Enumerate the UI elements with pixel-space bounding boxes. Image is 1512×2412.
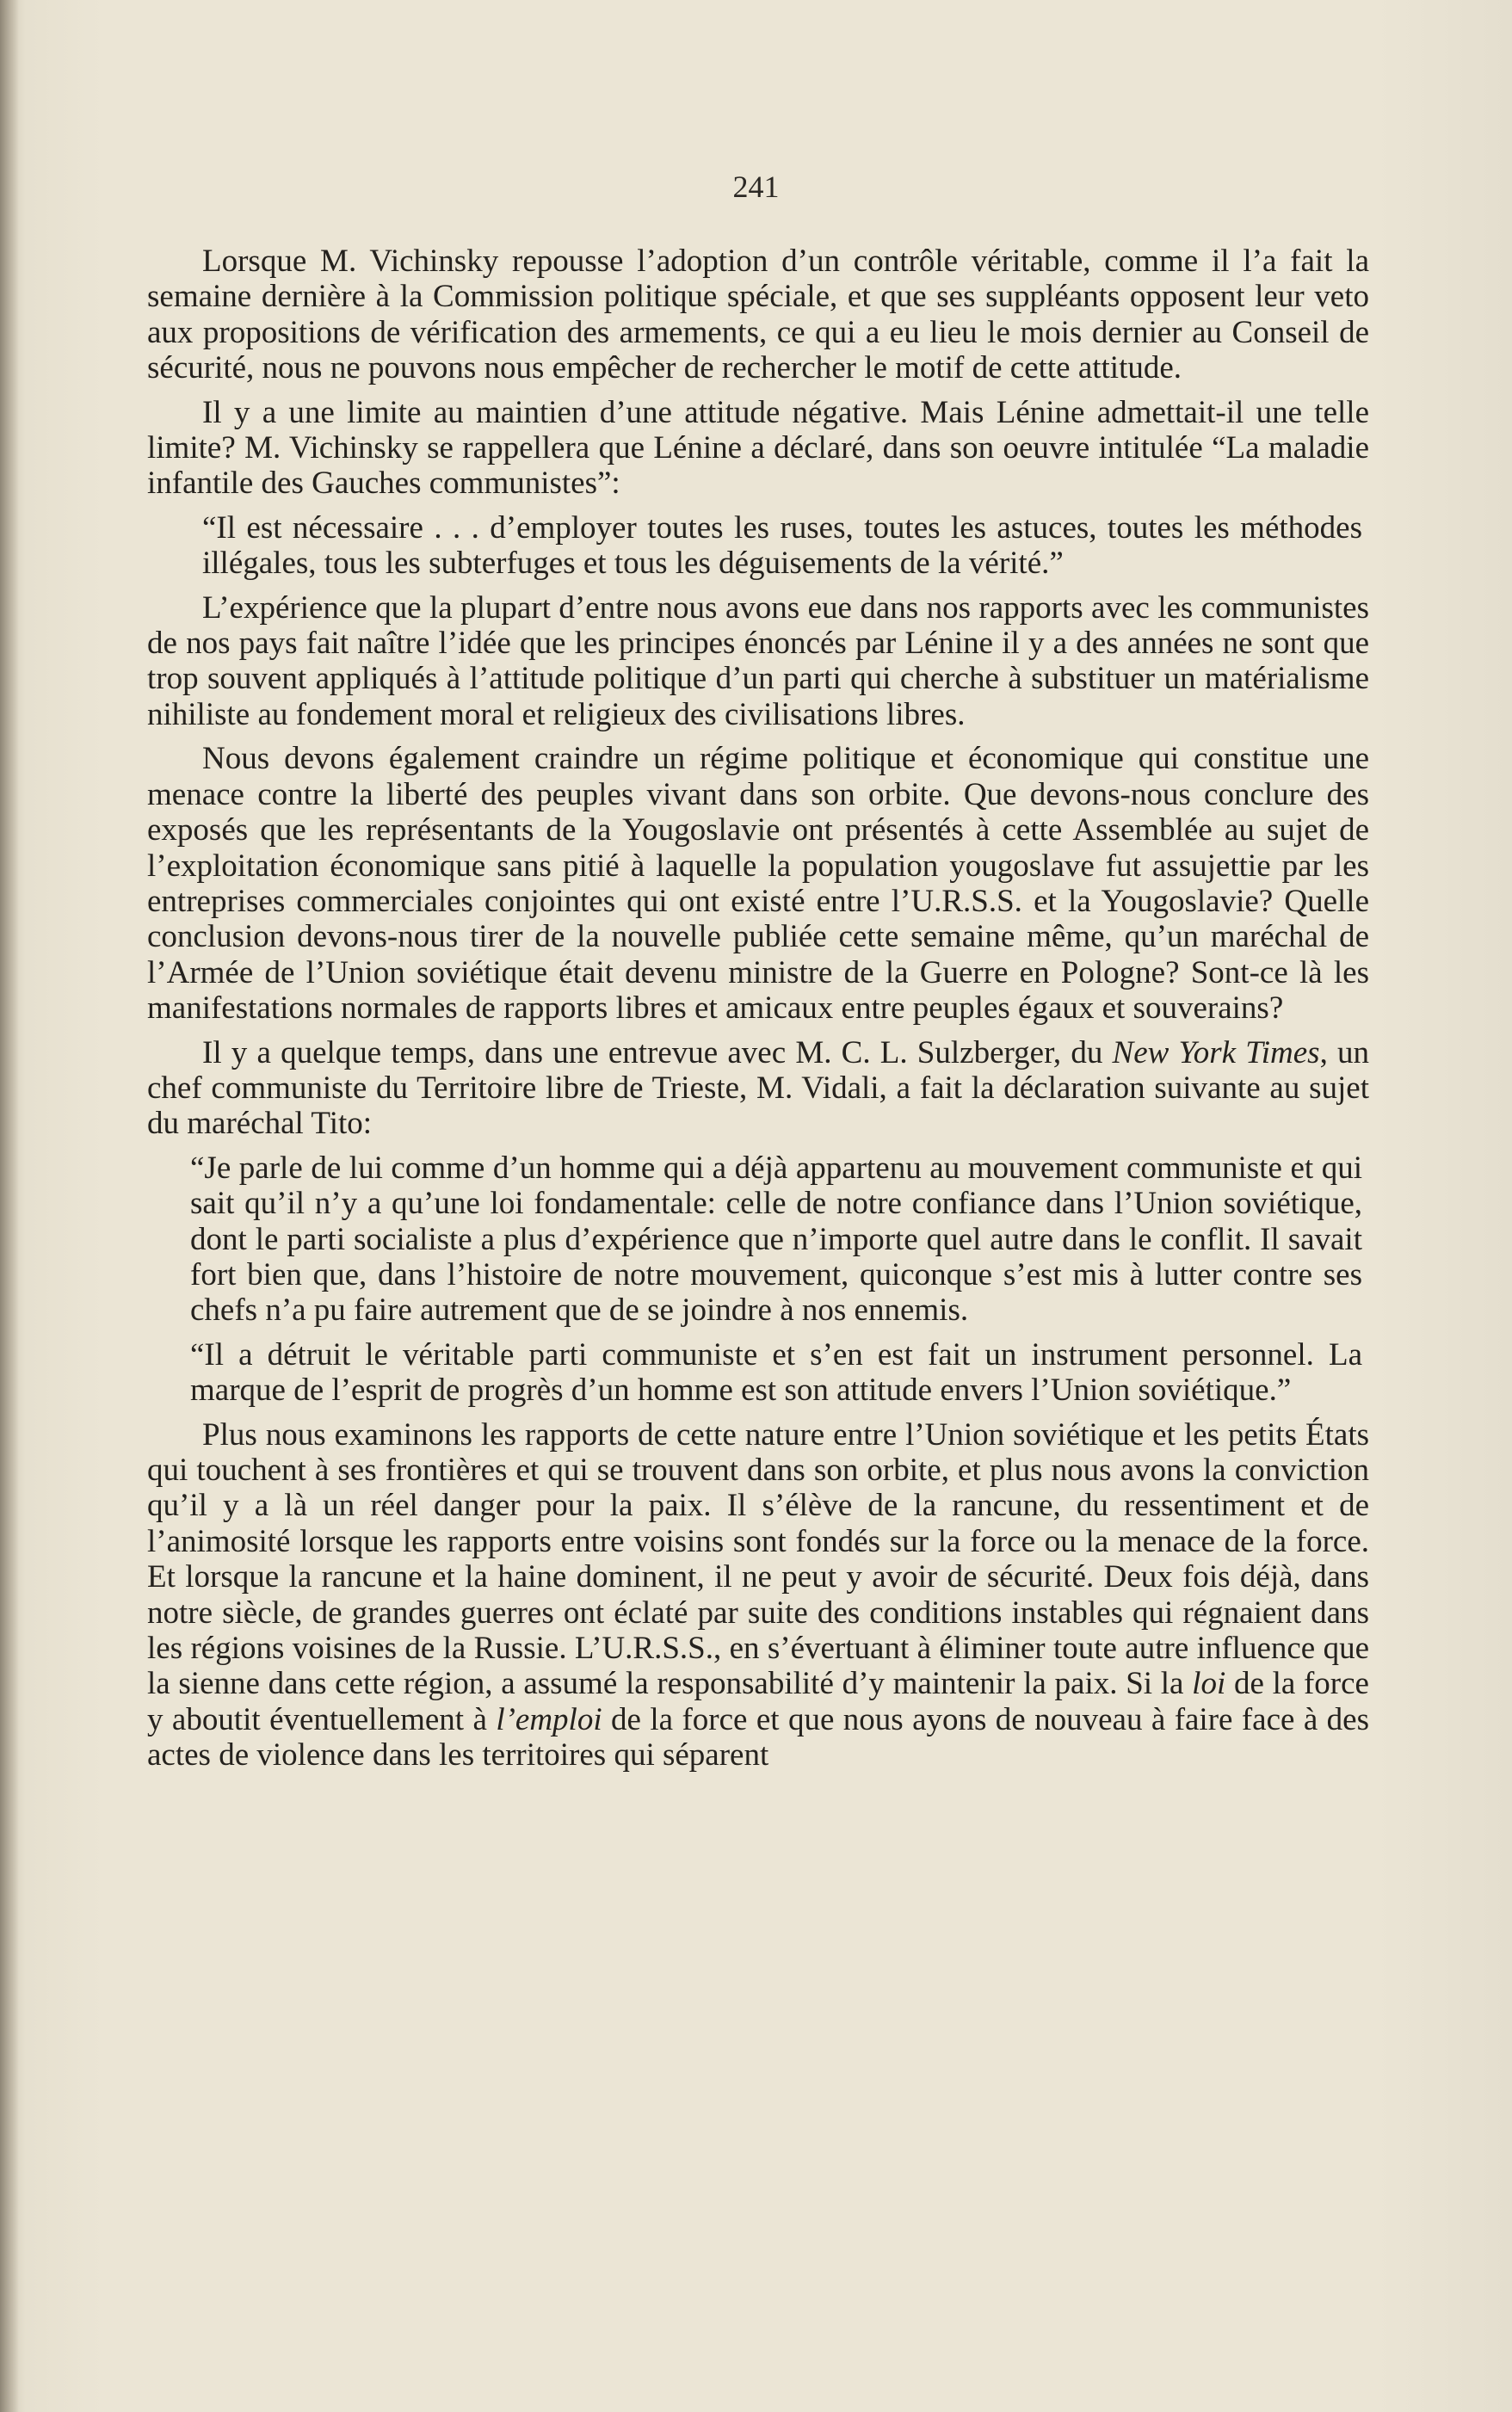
paragraph-2-text: Il y a une limite au maintien d’une attitude négative. Mais Lénine admettait-il une telle limite? M. Vichinsky se rappellera que Lénine a déclaré, dans son oeuvre intitulée “La maladie infantile des Gauches communistes”: bbox=[147, 394, 1369, 502]
body-text bbox=[147, 244, 1369, 1782]
paragraph-6 bbox=[147, 1417, 1369, 1774]
newspaper-title: New York Times bbox=[1112, 1034, 1320, 1070]
binding-shadow bbox=[0, 0, 19, 2412]
paragraph-1-text: Lorsque M. Vichinsky repousse l’adoption d’un contrôle véritable, comme il l’a fait la semaine dernière à la Commission politique spéciale, et que ses suppléants opposent leur veto aux propositions de vérification des armements, ce qui a eu lieu le mois dernier au Conseil de sécurité, nous ne pouvons nous empêcher de rechercher le motif de cette attitude. bbox=[147, 244, 1369, 386]
emphasis-emploi: l’emploi bbox=[496, 1701, 602, 1737]
page-number: 241 bbox=[732, 170, 780, 204]
paragraph-6-text-b: de la force y aboutit éventuellement à bbox=[147, 1666, 1369, 1737]
paragraph-4-text: Nous devons également craindre un régime politique et économique qui constitue une menace contre la liberté des peuples vivant dans son orbite. Que devons-nous conclure des exposés que les représentants de la Yougoslavie ont présentés à cette Assemblée au sujet de l’exploitation économique sans pitié à laquelle la population yougoslave fut assujettie par les entreprises commerciales conjointes qui ont existé entre l’U.R.S.S. et la Yougoslavie? Quelle conclusion devons-nous tirer de la nouvelle publiée cette semaine même, qu’un maréchal de l’Armée de l’Union soviétique était devenu ministre de la Guerre en Pologne? Sont-ce là les manifestations normales de rapports libres et amicaux entre peuples égaux et souverains? bbox=[147, 741, 1369, 1027]
lenin-quote-text: “Il est nécessaire . . . d’employer toutes les ruses, toutes les astuces, toutes les méthodes illégales, tous les subterfuges et tous les déguisements de la vérité.” bbox=[202, 509, 1362, 582]
paragraph-2 bbox=[147, 395, 1369, 502]
vidali-quote-2-text: “Il a détruit le véritable parti communiste et s’en est fait un instrument personnel. La marque de l’esprit de progrès d’un homme est son attitude envers l’Union soviétique.” bbox=[190, 1336, 1362, 1409]
paragraph-4 bbox=[147, 741, 1369, 1026]
paragraph-5-text-b: , un chef communiste du Territoire libre de Trieste, M. Vidali, a fait la déclaration suivante au sujet du maréchal Tito: bbox=[147, 1034, 1369, 1142]
paragraph-5 bbox=[147, 1035, 1369, 1142]
paragraph-6-text-a: Plus nous examinons les rapports de cette nature entre l’Union soviétique et les petits États qui touchent à ses frontières et qui se trouvent dans son orbite, et plus nous avons la conviction qu’il y a là un réel danger pour la paix. Il s’élève de la rancune, du ressentiment et de l’animosité lorsque les rapports entre voisins sont fondés sur la force ou la menace de la force. Et lorsque la rancune et la haine dominent, il ne peut y avoir de sécurité. Deux fois déjà, dans notre siècle, de grandes guerres ont éclaté par suite des conditions instables qui régnaient dans les régions voisines de la Russie. L’U.R.S.S., en s’évertuant à éliminer toute autre influence que la sienne dans cette région, a assumé la responsabilité d’y maintenir la paix. Si la bbox=[147, 1416, 1369, 1702]
vidali-quote-1 bbox=[190, 1150, 1362, 1329]
vidali-quote-1-text: “Je parle de lui comme d’un homme qui a déjà appartenu au mouvement communiste et qui sait qu’il n’y a qu’une loi fondamentale: celle de notre confiance dans l’Union soviétique, dont le parti socialiste a plus d’expérience que n’importe quel autre dans le conflit. Il savait fort bien que, dans l’histoire de notre mouvement, quiconque s’est mis à lutter contre ses chefs n’a pu faire autrement que de se joindre à nos ennemis. bbox=[190, 1150, 1362, 1329]
paragraph-3-text: L’expérience que la plupart d’entre nous avons eue dans nos rapports avec les communistes de nos pays fait naître l’idée que les principes énoncés par Lénine il y a des années ne sont que trop souvent appliqués à l’attitude politique d’un parti qui cherche à substituer un matérialisme nihiliste au fondement moral et religieux des civilisations libres. bbox=[147, 589, 1369, 732]
lenin-quote bbox=[202, 510, 1362, 582]
paragraph-5-text-a: Il y a quelque temps, dans une entrevue avec M. C. L. Sulzberger, du bbox=[202, 1034, 1113, 1070]
paragraph-3 bbox=[147, 590, 1369, 733]
vidali-quote-2 bbox=[190, 1337, 1362, 1409]
paragraph-1 bbox=[147, 244, 1369, 386]
paragraph-6-text-c: de la force et que nous ayons de nouveau à faire face à des actes de violence dans les territoires qui séparent bbox=[147, 1701, 1369, 1774]
emphasis-loi: loi bbox=[1192, 1666, 1226, 1702]
